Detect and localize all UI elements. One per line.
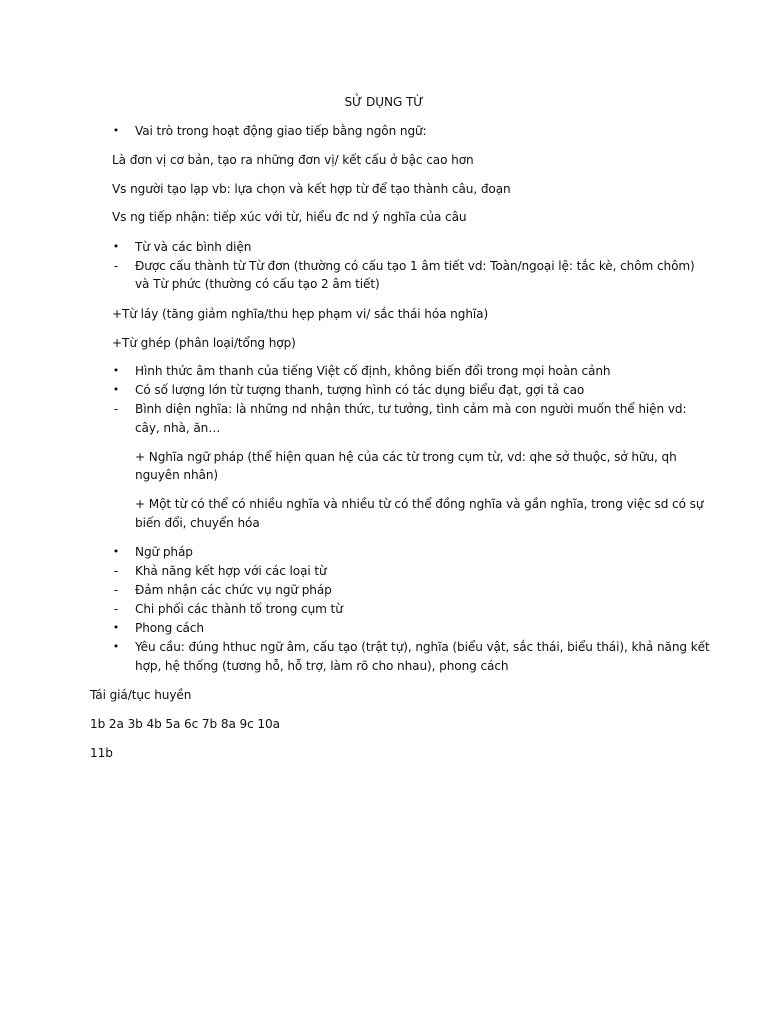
bullet-item-role: Vai trò trong hoạt động giao tiếp bằng ngôn ngữ: [135,124,427,138]
dash-marker: - [113,583,119,597]
paragraph-line: +Từ láy (tăng giảm nghĩa/thu hẹp phạm vi/ sắc thái hóa nghĩa) [112,307,489,321]
bullet-marker: • [112,383,120,396]
page-title: SỬ DỤNG TỪ [344,95,424,109]
bullet-item: Yêu cầu: đúng hthuc ngữ âm, cấu tạo (trật tự), nghĩa (biểu vật, sắc thái, biểu thái), khả năng kết [135,640,710,654]
bullet-item: Hình thức âm thanh của tiếng Việt cố định, không biến đổi trong mọi hoàn cảnh [135,364,611,378]
bullet-item-continued: hợp, hệ thống (tương hỗ, hỗ trợ, làm rõ cho nhau), phong cách [135,659,509,673]
bullet-marker: • [112,364,120,377]
indented-paragraph-continued: biến đổi, chuyển hóa [135,516,260,530]
bullet-marker: • [112,124,120,137]
paragraph-line: Vs ng tiếp nhận: tiếp xúc với từ, hiểu đc nd ý nghĩa của câu [112,210,467,224]
bullet-item: Có số lượng lớn từ tượng thanh, tượng hình có tác dụng biểu đạt, gợi tả cao [135,383,585,397]
bullet-item: Từ và các bình diện [135,240,252,254]
paragraph-line: Tái giá/tục huyền [90,688,192,702]
bullet-item: Phong cách [135,621,204,635]
answer-key-line: 1b 2a 3b 4b 5a 6c 7b 8a 9c 10a [90,717,280,731]
dash-item-continued: cây, nhà, ăn… [135,421,221,435]
dash-item: Chi phối các thành tố trong cụm từ [135,602,343,616]
indented-paragraph: + Nghĩa ngữ pháp (thể hiện quan hệ của các từ trong cụm từ, vd: qhe sở thuộc, sở hữu, qh [135,450,677,464]
dash-item: Khả năng kết hợp với các loại từ [135,564,327,578]
bullet-item: Ngữ pháp [135,545,193,559]
bullet-marker: • [112,240,120,253]
dash-item-continued: và Từ phức (thường có cấu tạo 2 âm tiết) [135,277,380,291]
bullet-marker: • [112,640,120,653]
paragraph-line: Vs người tạo lạp vb: lựa chọn và kết hợp từ để tạo thành câu, đoạn [112,182,511,196]
dash-marker: - [113,402,119,416]
paragraph-line: Là đơn vị cơ bản, tạo ra những đơn vị/ kết cấu ở bậc cao hơn [112,153,474,167]
dash-item: Được cấu thành từ Từ đơn (thường có cấu tạo 1 âm tiết vd: Toàn/ngoại lệ: tắc kè, chôm chôm) [135,259,695,273]
indented-paragraph-continued: nguyên nhân) [135,468,219,482]
dash-marker: - [113,564,119,578]
dash-marker: - [113,602,119,616]
bullet-marker: • [112,545,120,558]
dash-marker: - [113,259,119,273]
answer-key-line: 11b [90,746,113,760]
paragraph-line: +Từ ghép (phân loại/tổng hợp) [112,336,296,350]
dash-item: Đảm nhận các chức vụ ngữ pháp [135,583,332,597]
dash-item: Bình diện nghĩa: là những nd nhận thức, tư tưởng, tình cảm mà con người muốn thể hiện vd: [135,402,687,416]
bullet-marker: • [112,621,120,634]
indented-paragraph: + Một từ có thể có nhiều nghĩa và nhiều từ có thể đồng nghĩa và gần nghĩa, trong việc sd có sự [135,497,704,511]
